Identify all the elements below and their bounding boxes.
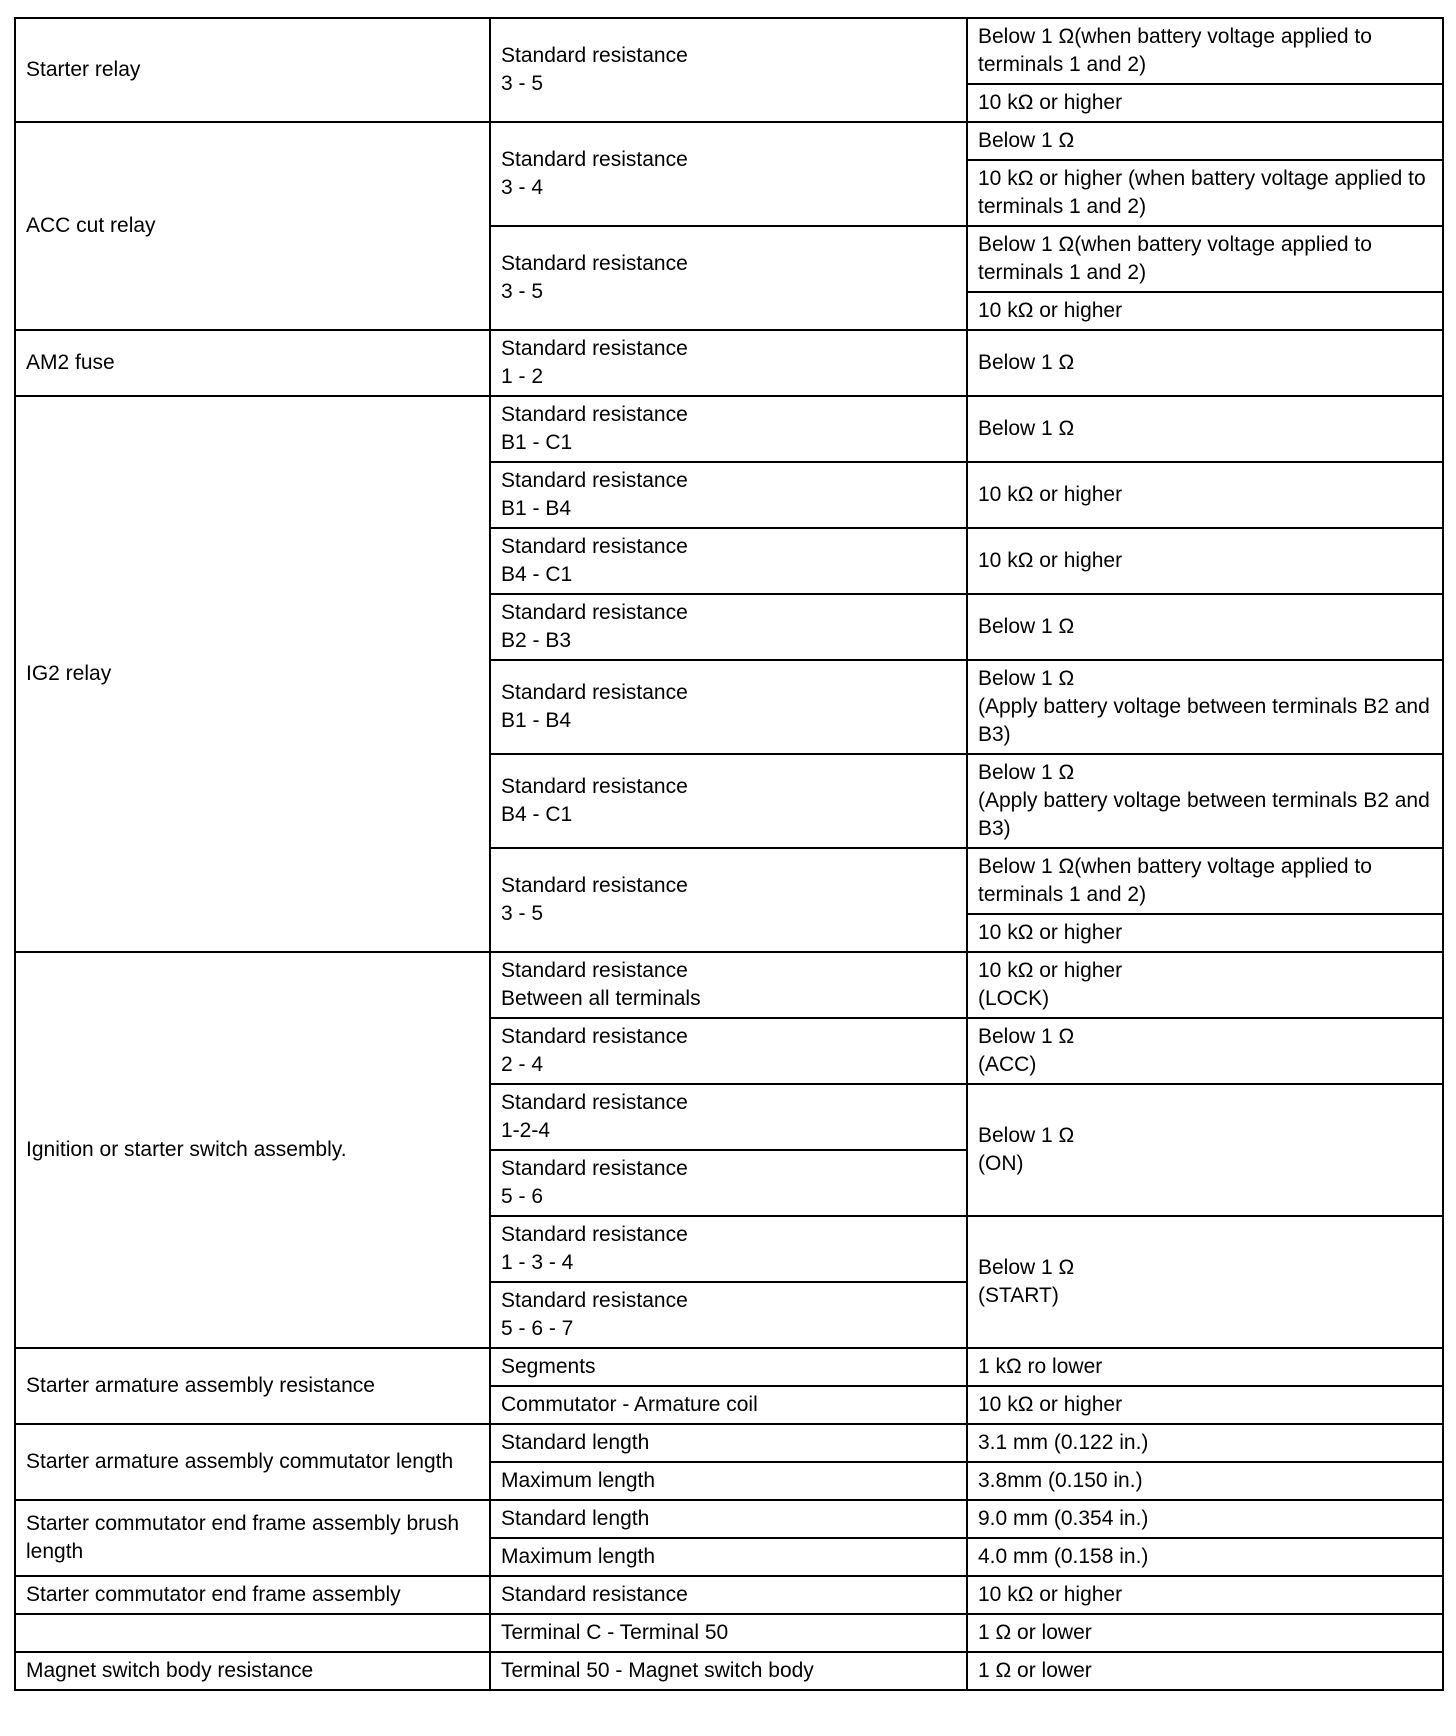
condition-cell: Standard resistance B1 - C1 [490, 396, 967, 462]
component-cell: Starter armature assembly commutator length [15, 1424, 490, 1500]
spec-cell: 10 kΩ or higher (LOCK) [967, 952, 1443, 1018]
spec-cell: 1 Ω or lower [967, 1652, 1443, 1690]
component-cell: Ignition or starter switch assembly. [15, 952, 490, 1348]
spec-cell: Below 1 Ω (ACC) [967, 1018, 1443, 1084]
component-cell: Starter armature assembly resistance [15, 1348, 490, 1424]
spec-cell: 10 kΩ or higher [967, 292, 1443, 330]
condition-cell: Standard resistance 2 - 4 [490, 1018, 967, 1084]
table-row [15, 1576, 1443, 1614]
condition-cell: Standard resistance 1 - 2 [490, 330, 967, 396]
component-cell [15, 1614, 490, 1652]
condition-cell: Standard resistance 1-2-4 [490, 1084, 967, 1150]
table-row [15, 330, 1443, 396]
condition-cell: Segments [490, 1348, 967, 1386]
table-row [15, 122, 1443, 160]
spec-cell: Below 1 Ω(when battery voltage applied to terminals 1 and 2) [967, 226, 1443, 292]
condition-cell: Standard resistance 3 - 5 [490, 226, 967, 330]
table-row [15, 1614, 1443, 1652]
condition-cell: Maximum length [490, 1462, 967, 1500]
component-cell: Starter commutator end frame assembly [15, 1576, 490, 1614]
condition-cell: Standard resistance 3 - 5 [490, 18, 967, 122]
condition-cell: Standard resistance 1 - 3 - 4 [490, 1216, 967, 1282]
spec-cell: 1 Ω or lower [967, 1614, 1443, 1652]
spec-cell: Below 1 Ω (ON) [967, 1084, 1443, 1216]
spec-cell: Below 1 Ω [967, 330, 1443, 396]
condition-cell: Terminal C - Terminal 50 [490, 1614, 967, 1652]
condition-cell: Standard resistance 3 - 5 [490, 848, 967, 952]
specification-table-body [15, 18, 1443, 1690]
condition-cell: Standard resistance B1 - B4 [490, 462, 967, 528]
condition-cell: Commutator - Armature coil [490, 1386, 967, 1424]
spec-cell: 10 kΩ or higher [967, 1576, 1443, 1614]
spec-cell: 4.0 mm (0.158 in.) [967, 1538, 1443, 1576]
spec-cell: Below 1 Ω [967, 594, 1443, 660]
spec-cell: Below 1 Ω (Apply battery voltage between terminals B2 and B3) [967, 660, 1443, 754]
condition-cell: Standard length [490, 1500, 967, 1538]
spec-cell: Below 1 Ω (Apply battery voltage between terminals B2 and B3) [967, 754, 1443, 848]
spec-cell: 10 kΩ or higher [967, 914, 1443, 952]
spec-cell: Below 1 Ω(when battery voltage applied to terminals 1 and 2) [967, 18, 1443, 84]
spec-cell: Below 1 Ω (START) [967, 1216, 1443, 1348]
condition-cell: Standard resistance B1 - B4 [490, 660, 967, 754]
table-row [15, 396, 1443, 462]
spec-cell: Below 1 Ω(when battery voltage applied to terminals 1 and 2) [967, 848, 1443, 914]
component-cell: IG2 relay [15, 396, 490, 952]
condition-cell: Standard resistance 5 - 6 - 7 [490, 1282, 967, 1348]
component-cell: Magnet switch body resistance [15, 1652, 490, 1690]
condition-cell: Standard resistance B4 - C1 [490, 528, 967, 594]
condition-cell: Standard resistance B4 - C1 [490, 754, 967, 848]
table-row [15, 1500, 1443, 1538]
table-row [15, 952, 1443, 1018]
spec-cell: 3.8mm (0.150 in.) [967, 1462, 1443, 1500]
condition-cell: Standard resistance B2 - B3 [490, 594, 967, 660]
spec-cell: 10 kΩ or higher [967, 1386, 1443, 1424]
condition-cell: Standard resistance 5 - 6 [490, 1150, 967, 1216]
condition-cell: Standard resistance Between all terminals [490, 952, 967, 1018]
condition-cell: Standard length [490, 1424, 967, 1462]
component-cell: AM2 fuse [15, 330, 490, 396]
spec-cell: 10 kΩ or higher [967, 84, 1443, 122]
table-row [15, 18, 1443, 84]
spec-cell: 9.0 mm (0.354 in.) [967, 1500, 1443, 1538]
component-cell: Starter relay [15, 18, 490, 122]
spec-cell: Below 1 Ω [967, 122, 1443, 160]
component-cell: ACC cut relay [15, 122, 490, 330]
spec-cell: Below 1 Ω [967, 396, 1443, 462]
spec-cell: 10 kΩ or higher (when battery voltage applied to terminals 1 and 2) [967, 160, 1443, 226]
spec-cell: 1 kΩ ro lower [967, 1348, 1443, 1386]
spec-cell: 10 kΩ or higher [967, 528, 1443, 594]
spec-cell: 10 kΩ or higher [967, 462, 1443, 528]
spec-cell: 3.1 mm (0.122 in.) [967, 1424, 1443, 1462]
condition-cell: Standard resistance 3 - 4 [490, 122, 967, 226]
condition-cell: Standard resistance [490, 1576, 967, 1614]
specification-table [14, 17, 1444, 1691]
condition-cell: Maximum length [490, 1538, 967, 1576]
table-row [15, 1424, 1443, 1462]
table-row [15, 1652, 1443, 1690]
table-row [15, 1348, 1443, 1386]
condition-cell: Terminal 50 - Magnet switch body [490, 1652, 967, 1690]
component-cell: Starter commutator end frame assembly brush length [15, 1500, 490, 1576]
